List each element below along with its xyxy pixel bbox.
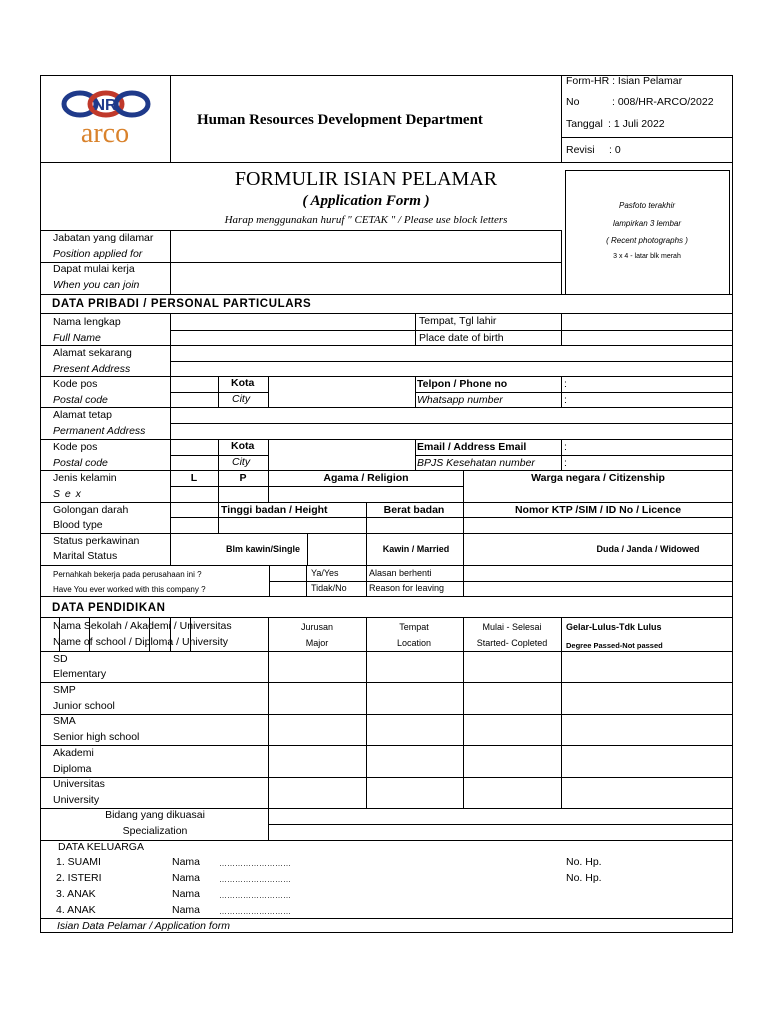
- widowed-option[interactable]: Duda / Janda / Widowed: [596, 544, 700, 554]
- bpjs-label: BPJS Kesehatan number: [417, 457, 535, 469]
- kota2-label-en: City: [232, 456, 251, 468]
- edu-col3-label: Tempat: [399, 622, 429, 632]
- single-option[interactable]: Blm kawin/Single: [225, 544, 301, 554]
- whatsapp-label: Whatsapp number: [417, 394, 503, 406]
- tempat-field[interactable]: [562, 314, 732, 329]
- family-heading: DATA KELUARGA: [58, 841, 144, 853]
- kota2-label: Kota: [231, 440, 255, 452]
- family-row-2-nama: Nama: [172, 872, 201, 884]
- tempat-label-en: Place date of birth: [419, 332, 504, 344]
- edu-col3-label-en: Location: [396, 638, 432, 648]
- family-row-2-dots[interactable]: ………………………: [219, 875, 291, 884]
- edu-row-smp: SMP: [53, 684, 76, 696]
- married-option[interactable]: Kawin / Married: [382, 544, 450, 554]
- logo-bottom-text: arco: [80, 118, 130, 148]
- mulai-label-en: When you can join: [53, 279, 140, 291]
- edu-col2-label-en: Major: [305, 638, 329, 648]
- ya-option[interactable]: Ya/Yes: [311, 568, 339, 578]
- family-row-1-nohp: No. Hp.: [566, 856, 602, 868]
- alamat-tetap-field[interactable]: [171, 408, 732, 422]
- warga-label: Warga negara / Citizenship: [531, 472, 665, 484]
- photo-note-1: Pasfoto terakhir: [618, 201, 676, 210]
- kodepos2-label: Kode pos: [53, 441, 98, 453]
- form-subtitle: ( Application Form ): [302, 193, 430, 209]
- family-row-4-dots[interactable]: ………………………: [219, 907, 291, 916]
- edu-col4-label: Mulai - Selesai: [482, 622, 542, 632]
- email-colon: :: [564, 441, 567, 453]
- email-label: Email / Address Email: [417, 441, 527, 453]
- whatsapp-colon: :: [564, 394, 567, 406]
- revisi-label: Revisi: [566, 144, 595, 156]
- family-row-4-nama: Nama: [172, 904, 201, 916]
- jenis-label: Jenis kelamin: [53, 472, 117, 484]
- jabatan-label-en: Position applied for: [53, 248, 143, 260]
- kota-label: Kota: [231, 377, 255, 389]
- alamat-field[interactable]: [171, 346, 732, 360]
- edu-row-universitas: Universitas: [53, 778, 105, 790]
- edu-col4-label-en: Started- Copleted: [476, 638, 548, 648]
- family-row-1-nama: Nama: [172, 856, 201, 868]
- photo-box: [565, 170, 730, 295]
- bidang-label-en: Specialization: [122, 825, 188, 837]
- edu-col1-label: Nama Sekolah / Akademi / Universitas: [53, 620, 232, 632]
- edu-col1-label-en: Name of school / Diploma / University: [53, 636, 229, 648]
- photo-note-3: ( Recent photographs ): [606, 236, 688, 245]
- edu-row-smp-en: Junior school: [53, 700, 115, 712]
- family-row-3-label: 3. ANAK: [56, 888, 96, 900]
- edu-row-akademi: Akademi: [53, 747, 94, 759]
- agama-label: Agama / Religion: [323, 472, 409, 484]
- mulai-label: Dapat mulai kerja: [53, 263, 135, 275]
- edu-row-akademi-en: Diploma: [53, 763, 92, 775]
- nama-field[interactable]: [171, 314, 414, 329]
- form-hr-label: Form-HR : Isian Pelamar: [566, 75, 683, 87]
- no-value: : 008/HR-ARCO/2022: [612, 96, 714, 108]
- bpjs-colon: :: [564, 457, 567, 469]
- arco-logo: [50, 88, 160, 148]
- jenis-label-en: S e x: [53, 488, 82, 500]
- kodepos-label: Kode pos: [53, 378, 98, 390]
- bidang-label: Bidang yang dikuasai: [105, 809, 205, 821]
- edu-row-sd-en: Elementary: [53, 668, 107, 680]
- alasan-label-en: Reason for leaving: [369, 583, 445, 593]
- family-row-3-nama: Nama: [172, 888, 201, 900]
- edu-row-universitas-en: University: [53, 794, 100, 806]
- photo-note-2: lampirkan 3 lembar: [612, 219, 682, 228]
- department-title: Human Resources Development Department: [197, 112, 483, 128]
- status-label-en: Marital Status: [53, 550, 118, 562]
- edu-col5-label: Gelar-Lulus-Tdk Lulus: [566, 622, 662, 632]
- photo-note-4: 3 x 4 - latar blk merah: [613, 253, 681, 260]
- tinggi-label: Tinggi badan / Height: [221, 504, 328, 516]
- logo-top-text: NR: [93, 97, 117, 114]
- alasan-label: Alasan berhenti: [369, 568, 432, 578]
- tempat-label: Tempat, Tgl lahir: [419, 315, 497, 327]
- edu-row-sma-en: Senior high school: [53, 731, 140, 743]
- revisi-value: : 0: [609, 144, 621, 156]
- nama-label: Nama lengkap: [53, 316, 121, 328]
- pernah-label-en: Have You ever worked with this company ?: [53, 585, 206, 594]
- family-row-2-label: 2. ISTERI: [56, 872, 102, 884]
- alamat-label: Alamat sekarang: [53, 347, 132, 359]
- ktp-label: Nomor KTP /SIM / ID No / Licence: [514, 504, 682, 516]
- bidang-field[interactable]: [269, 809, 732, 823]
- tidak-option[interactable]: Tidak/No: [311, 583, 347, 593]
- family-row-1-label: 1. SUAMI: [56, 856, 101, 868]
- nama-label-en: Full Name: [53, 332, 101, 344]
- golongan-label-en: Blood type: [53, 519, 103, 531]
- jabatan-field[interactable]: [171, 231, 560, 261]
- golongan-label: Golongan darah: [53, 504, 129, 516]
- sex-l-option[interactable]: L: [190, 472, 198, 484]
- edu-col5-label-en: Degree Passed-Not passed: [566, 641, 663, 650]
- block-letters-note: Harap menggunakan huruf " CETAK " / Please use block letters: [224, 214, 508, 226]
- alamat-tetap-label: Alamat tetap: [53, 409, 112, 421]
- telpon-colon: :: [564, 378, 567, 390]
- edu-col2-label: Jurusan: [300, 622, 334, 632]
- family-row-1-dots[interactable]: ………………………: [219, 859, 291, 868]
- edu-row-sma: SMA: [53, 715, 76, 727]
- education-heading: DATA PENDIDIKAN: [52, 602, 166, 614]
- kodepos-label-en: Postal code: [53, 394, 108, 406]
- family-row-4-label: 4. ANAK: [56, 904, 96, 916]
- pernah-label: Pernahkah bekerja pada perusahaan ini ?: [53, 570, 202, 579]
- jabatan-label: Jabatan yang dilamar: [53, 232, 154, 244]
- status-label: Status perkawinan: [53, 535, 140, 547]
- footer-text: Isian Data Pelamar / Application form: [57, 920, 230, 932]
- form-title: FORMULIR ISIAN PELAMAR: [234, 168, 498, 190]
- kota-label-en: City: [232, 393, 251, 405]
- edu-row-sd: SD: [53, 653, 68, 665]
- telpon-label: Telpon / Phone no: [417, 378, 508, 390]
- family-row-2-nohp: No. Hp.: [566, 872, 602, 884]
- alamat-label-en: Present Address: [53, 363, 131, 375]
- no-label: No: [566, 96, 580, 108]
- family-row-3-dots[interactable]: ………………………: [219, 891, 291, 900]
- personal-heading: DATA PRIBADI / PERSONAL PARTICULARS: [52, 298, 312, 310]
- tanggal-label: Tanggal: [566, 118, 603, 130]
- kodepos2-label-en: Postal code: [53, 457, 108, 469]
- tanggal-value: : 1 Juli 2022: [608, 118, 665, 130]
- sex-p-option[interactable]: P: [239, 472, 247, 484]
- berat-label: Berat badan: [383, 504, 445, 516]
- alamat-tetap-label-en: Permanent Address: [53, 425, 146, 437]
- mulai-field[interactable]: [171, 263, 560, 293]
